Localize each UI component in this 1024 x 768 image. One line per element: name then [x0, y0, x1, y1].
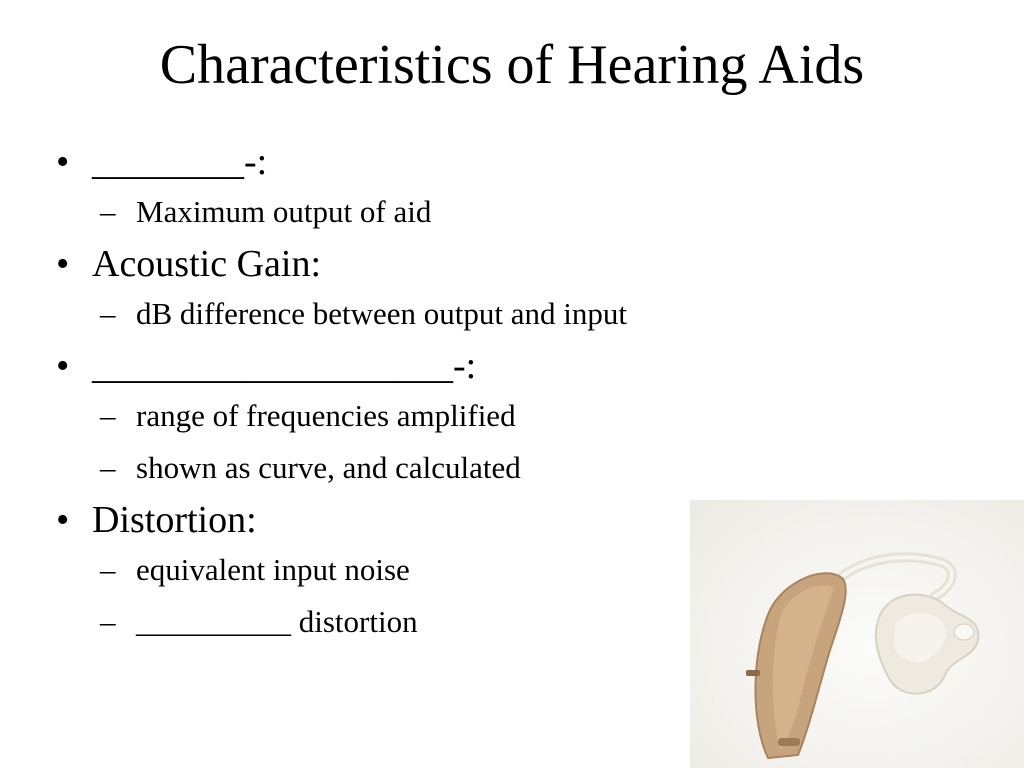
bullet-item — [56, 140, 956, 234]
dash-marker: – — [100, 552, 116, 587]
bullet-marker: • — [56, 499, 70, 541]
sub-item — [92, 446, 956, 490]
bullet-marker: • — [56, 141, 70, 183]
dash-marker: – — [100, 604, 116, 639]
bullet-item — [56, 242, 956, 336]
hearing-aid-image — [690, 500, 1024, 768]
sub-list — [92, 190, 956, 234]
sub-list — [92, 292, 956, 336]
sub-item — [92, 190, 956, 234]
dash-marker: – — [100, 296, 116, 331]
sub-item-text: Maximum output of aid — [136, 194, 432, 229]
sub-item-text: shown as curve, and calculated — [136, 450, 521, 485]
bullet-item — [56, 344, 956, 490]
sub-item-text: equivalent input noise — [136, 552, 410, 587]
bullet-marker: • — [56, 345, 70, 387]
sub-item-text: range of frequencies amplified — [136, 398, 516, 433]
sub-item-text: dB difference between output and input — [136, 296, 627, 331]
hearing-aid-icon — [690, 500, 1024, 768]
bullet-marker: • — [56, 243, 70, 285]
dash-marker: – — [100, 450, 116, 485]
slide-title: Characteristics of Hearing Aids — [159, 34, 865, 96]
bullet-text: ________-: — [92, 141, 268, 183]
sub-item — [92, 394, 956, 438]
dash-marker: – — [100, 398, 116, 433]
bullet-text: ___________________-: — [92, 345, 477, 387]
dash-marker: – — [100, 194, 116, 229]
sub-item-text: __________ distortion — [136, 604, 418, 639]
bullet-text: Acoustic Gain: — [92, 243, 322, 285]
bullet-text: Distortion: — [92, 499, 257, 541]
sub-item — [92, 292, 956, 336]
sub-list — [92, 394, 956, 490]
